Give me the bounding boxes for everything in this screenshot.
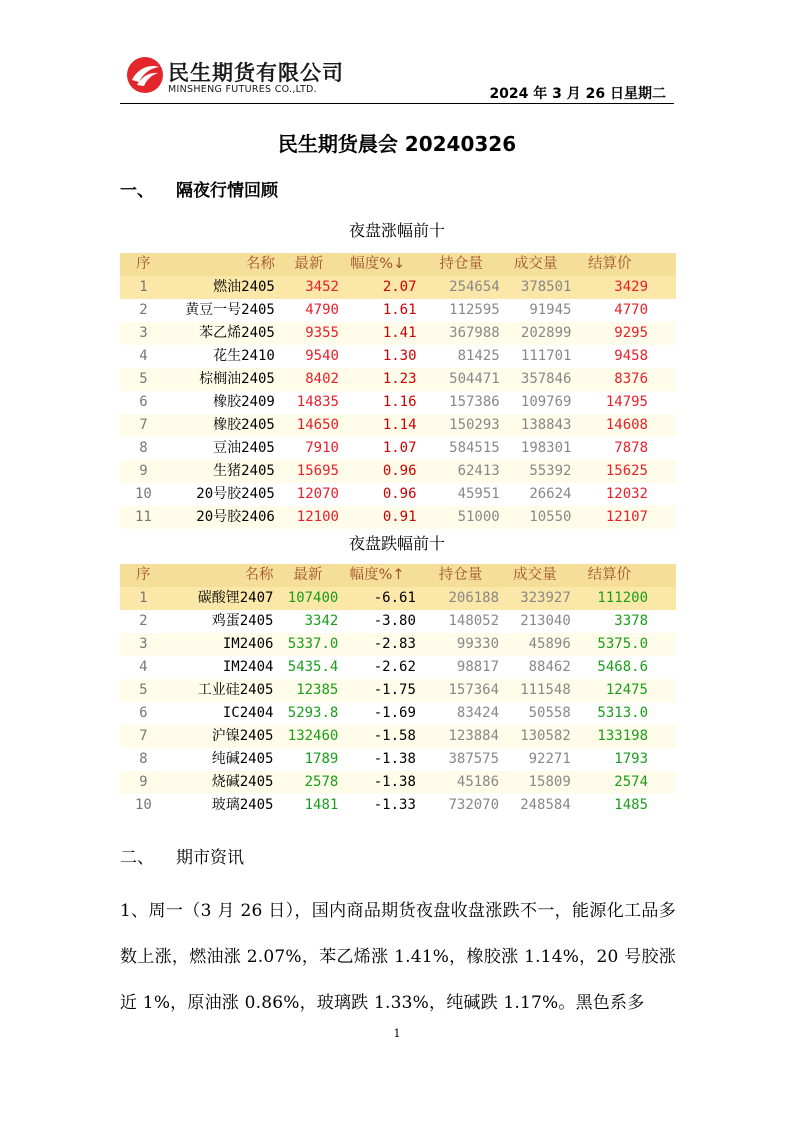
table-header-row bbox=[120, 564, 676, 587]
table-row bbox=[120, 299, 676, 322]
table-row bbox=[120, 483, 676, 506]
table-row bbox=[120, 506, 676, 529]
row-settle-price: 5468.6 bbox=[571, 656, 676, 679]
row-change-pct: 1.61 bbox=[339, 299, 423, 322]
row-last-price: 12070 bbox=[279, 483, 339, 506]
col-header-pct: 幅度%↑ bbox=[338, 564, 422, 587]
row-settle-price: 7878 bbox=[571, 437, 676, 460]
row-contract-name: IM2406 bbox=[167, 633, 278, 656]
table-row bbox=[120, 633, 676, 656]
row-contract-name: 苯乙烯2405 bbox=[167, 322, 279, 345]
row-volume: 111548 bbox=[499, 679, 571, 702]
row-contract-name: 20号胶2405 bbox=[167, 483, 279, 506]
news-paragraph: 1、周一（3 月 26 日），国内商品期货夜盘收盘涨跌不一，能源化工品多数上涨，燃油涨 2.07%，苯乙烯涨 1.41%，橡胶涨 1.14%，20 号胶涨近 1%，原油涨 0.86%，玻璃跌 1.33%，纯碱跌 1.17%。黑色系多 bbox=[120, 901, 676, 1013]
row-change-pct: 2.07 bbox=[339, 276, 423, 299]
col-header-oi: 持仓量 bbox=[422, 564, 499, 587]
table-row bbox=[120, 414, 676, 437]
row-open-interest: 81425 bbox=[423, 345, 500, 368]
row-contract-name: 生猪2405 bbox=[167, 460, 279, 483]
row-last-price: 1789 bbox=[277, 748, 338, 771]
row-settle-price: 9295 bbox=[571, 322, 676, 345]
row-open-interest: 584515 bbox=[423, 437, 500, 460]
row-index: 6 bbox=[120, 702, 167, 725]
row-index: 7 bbox=[120, 725, 167, 748]
row-change-pct: -2.62 bbox=[338, 656, 422, 679]
row-contract-name: 花生2410 bbox=[167, 345, 279, 368]
table-row bbox=[120, 276, 676, 299]
row-change-pct: 1.23 bbox=[339, 368, 423, 391]
section-heading-review bbox=[120, 176, 278, 201]
section-label: 隔夜行情回顾 bbox=[176, 181, 278, 201]
row-volume: 45896 bbox=[499, 633, 571, 656]
row-volume: 109769 bbox=[500, 391, 572, 414]
section-heading-news bbox=[120, 843, 244, 868]
table-row bbox=[120, 748, 676, 771]
row-index: 10 bbox=[120, 794, 167, 817]
row-last-price: 12100 bbox=[279, 506, 339, 529]
row-settle-price: 2574 bbox=[571, 771, 676, 794]
page-title: 民生期货晨会 20240326 bbox=[277, 132, 517, 156]
row-change-pct: 1.14 bbox=[339, 414, 423, 437]
row-settle-price: 4770 bbox=[571, 299, 676, 322]
row-last-price: 12385 bbox=[277, 679, 338, 702]
row-volume: 198301 bbox=[500, 437, 572, 460]
row-last-price: 132460 bbox=[277, 725, 338, 748]
row-volume: 323927 bbox=[499, 587, 571, 610]
row-volume: 111701 bbox=[500, 345, 572, 368]
col-header-name: 名称 bbox=[167, 253, 279, 276]
row-settle-price: 14795 bbox=[571, 391, 676, 414]
col-header-last: 最新 bbox=[279, 253, 339, 276]
row-settle-price: 133198 bbox=[571, 725, 676, 748]
row-last-price: 5435.4 bbox=[277, 656, 338, 679]
row-contract-name: 沪镍2405 bbox=[167, 725, 278, 748]
row-contract-name: 燃油2405 bbox=[167, 276, 279, 299]
page-number: 1 bbox=[393, 1027, 401, 1040]
company-logo-icon bbox=[126, 56, 164, 94]
row-contract-name: 纯碱2405 bbox=[167, 748, 278, 771]
row-change-pct: 0.96 bbox=[339, 483, 423, 506]
col-header-last: 最新 bbox=[277, 564, 338, 587]
row-open-interest: 387575 bbox=[422, 748, 499, 771]
losers-table-title: 夜盘跌幅前十 bbox=[348, 534, 445, 553]
row-last-price: 7910 bbox=[279, 437, 339, 460]
col-header-vol: 成交量 bbox=[500, 253, 572, 276]
row-volume: 55392 bbox=[500, 460, 572, 483]
table-row bbox=[120, 368, 676, 391]
row-index: 3 bbox=[120, 633, 167, 656]
header-date: 2024 年 3 月 26 日星期二 bbox=[489, 86, 666, 102]
row-index: 5 bbox=[120, 679, 167, 702]
row-change-pct: -1.69 bbox=[338, 702, 422, 725]
row-contract-name: 橡胶2409 bbox=[167, 391, 279, 414]
row-contract-name: IM2404 bbox=[167, 656, 278, 679]
row-volume: 202899 bbox=[500, 322, 572, 345]
row-change-pct: 1.07 bbox=[339, 437, 423, 460]
row-open-interest: 157364 bbox=[422, 679, 499, 702]
row-volume: 130582 bbox=[499, 725, 571, 748]
row-volume: 15809 bbox=[499, 771, 571, 794]
row-volume: 138843 bbox=[500, 414, 572, 437]
row-index: 1 bbox=[120, 587, 167, 610]
company-name-en: MINSHENG FUTURES CO.,LTD. bbox=[168, 84, 317, 95]
row-contract-name: 棕榈油2405 bbox=[167, 368, 279, 391]
row-settle-price: 5313.0 bbox=[571, 702, 676, 725]
section-label: 期市资讯 bbox=[176, 848, 244, 868]
table-row bbox=[120, 656, 676, 679]
row-last-price: 15695 bbox=[279, 460, 339, 483]
row-change-pct: 1.30 bbox=[339, 345, 423, 368]
row-contract-name: 橡胶2405 bbox=[167, 414, 279, 437]
row-open-interest: 45186 bbox=[422, 771, 499, 794]
row-index: 4 bbox=[120, 345, 167, 368]
row-settle-price: 12107 bbox=[571, 506, 676, 529]
row-open-interest: 62413 bbox=[423, 460, 500, 483]
row-open-interest: 206188 bbox=[422, 587, 499, 610]
row-contract-name: 玻璃2405 bbox=[167, 794, 278, 817]
row-open-interest: 83424 bbox=[422, 702, 499, 725]
row-change-pct: -3.80 bbox=[338, 610, 422, 633]
row-contract-name: IC2404 bbox=[167, 702, 278, 725]
row-settle-price: 8376 bbox=[571, 368, 676, 391]
col-header-settle: 结算价 bbox=[571, 253, 676, 276]
row-index: 9 bbox=[120, 771, 167, 794]
row-index: 2 bbox=[120, 299, 167, 322]
table-row bbox=[120, 345, 676, 368]
header-divider bbox=[120, 103, 674, 104]
row-open-interest: 51000 bbox=[423, 506, 500, 529]
row-change-pct: -1.75 bbox=[338, 679, 422, 702]
row-last-price: 3342 bbox=[277, 610, 338, 633]
row-settle-price: 1485 bbox=[571, 794, 676, 817]
row-index: 7 bbox=[120, 414, 167, 437]
row-last-price: 4790 bbox=[279, 299, 339, 322]
col-header-oi: 持仓量 bbox=[423, 253, 500, 276]
row-last-price: 9355 bbox=[279, 322, 339, 345]
row-settle-price: 111200 bbox=[571, 587, 676, 610]
row-last-price: 14650 bbox=[279, 414, 339, 437]
row-change-pct: -6.61 bbox=[338, 587, 422, 610]
row-change-pct: -2.83 bbox=[338, 633, 422, 656]
table-row bbox=[120, 794, 676, 817]
row-last-price: 9540 bbox=[279, 345, 339, 368]
row-volume: 88462 bbox=[499, 656, 571, 679]
losers-table bbox=[120, 564, 676, 817]
row-contract-name: 工业硅2405 bbox=[167, 679, 278, 702]
row-open-interest: 148052 bbox=[422, 610, 499, 633]
row-change-pct: -1.58 bbox=[338, 725, 422, 748]
col-header-idx: 序 bbox=[120, 253, 167, 276]
company-logo bbox=[126, 56, 366, 100]
row-volume: 213040 bbox=[499, 610, 571, 633]
table-header-row bbox=[120, 253, 676, 276]
row-index: 4 bbox=[120, 656, 167, 679]
row-volume: 91945 bbox=[500, 299, 572, 322]
row-index: 11 bbox=[120, 506, 167, 529]
row-index: 8 bbox=[120, 748, 167, 771]
row-settle-price: 14608 bbox=[571, 414, 676, 437]
row-settle-price: 3429 bbox=[571, 276, 676, 299]
section-number: 二、 bbox=[120, 848, 154, 868]
row-index: 6 bbox=[120, 391, 167, 414]
row-contract-name: 20号胶2406 bbox=[167, 506, 279, 529]
row-volume: 357846 bbox=[500, 368, 572, 391]
table-row bbox=[120, 391, 676, 414]
row-last-price: 1481 bbox=[277, 794, 338, 817]
row-open-interest: 98817 bbox=[422, 656, 499, 679]
row-open-interest: 254654 bbox=[423, 276, 500, 299]
row-last-price: 3452 bbox=[279, 276, 339, 299]
row-open-interest: 157386 bbox=[423, 391, 500, 414]
row-last-price: 107400 bbox=[277, 587, 338, 610]
row-change-pct: 1.41 bbox=[339, 322, 423, 345]
row-index: 3 bbox=[120, 322, 167, 345]
gainers-table bbox=[120, 253, 676, 529]
row-volume: 92271 bbox=[499, 748, 571, 771]
row-volume: 26624 bbox=[500, 483, 572, 506]
table-row bbox=[120, 702, 676, 725]
company-name-cn: 民生期货有限公司 bbox=[168, 61, 344, 85]
row-volume: 10550 bbox=[500, 506, 572, 529]
row-settle-price: 15625 bbox=[571, 460, 676, 483]
col-header-settle: 结算价 bbox=[571, 564, 676, 587]
row-change-pct: -1.38 bbox=[338, 748, 422, 771]
row-settle-price: 5375.0 bbox=[571, 633, 676, 656]
row-settle-price: 9458 bbox=[571, 345, 676, 368]
row-open-interest: 99330 bbox=[422, 633, 499, 656]
row-change-pct: -1.33 bbox=[338, 794, 422, 817]
table-row bbox=[120, 725, 676, 748]
row-last-price: 5337.0 bbox=[277, 633, 338, 656]
row-index: 8 bbox=[120, 437, 167, 460]
row-settle-price: 3378 bbox=[571, 610, 676, 633]
section-number: 一、 bbox=[120, 181, 154, 201]
row-last-price: 2578 bbox=[277, 771, 338, 794]
row-open-interest: 504471 bbox=[423, 368, 500, 391]
row-index: 1 bbox=[120, 276, 167, 299]
row-open-interest: 732070 bbox=[422, 794, 499, 817]
col-header-vol: 成交量 bbox=[499, 564, 571, 587]
gainers-table-title: 夜盘涨幅前十 bbox=[348, 221, 445, 240]
table-row bbox=[120, 679, 676, 702]
table-row bbox=[120, 437, 676, 460]
row-open-interest: 45951 bbox=[423, 483, 500, 506]
row-open-interest: 112595 bbox=[423, 299, 500, 322]
row-last-price: 14835 bbox=[279, 391, 339, 414]
row-contract-name: 黄豆一号2405 bbox=[167, 299, 279, 322]
table-row bbox=[120, 460, 676, 483]
row-contract-name: 豆油2405 bbox=[167, 437, 279, 460]
row-last-price: 8402 bbox=[279, 368, 339, 391]
row-settle-price: 1793 bbox=[571, 748, 676, 771]
losers-table-container bbox=[120, 564, 676, 826]
table-row bbox=[120, 322, 676, 345]
table-row bbox=[120, 771, 676, 794]
row-contract-name: 烧碱2405 bbox=[167, 771, 278, 794]
row-volume: 378501 bbox=[500, 276, 572, 299]
row-index: 10 bbox=[120, 483, 167, 506]
table-row bbox=[120, 587, 676, 610]
gainers-table-container bbox=[120, 253, 676, 525]
row-contract-name: 碳酸锂2407 bbox=[167, 587, 278, 610]
row-change-pct: -1.38 bbox=[338, 771, 422, 794]
row-settle-price: 12475 bbox=[571, 679, 676, 702]
row-contract-name: 鸡蛋2405 bbox=[167, 610, 278, 633]
row-settle-price: 12032 bbox=[571, 483, 676, 506]
row-index: 9 bbox=[120, 460, 167, 483]
col-header-pct: 幅度%↓ bbox=[339, 253, 423, 276]
row-volume: 248584 bbox=[499, 794, 571, 817]
row-open-interest: 150293 bbox=[423, 414, 500, 437]
row-index: 5 bbox=[120, 368, 167, 391]
row-last-price: 5293.8 bbox=[277, 702, 338, 725]
row-volume: 50558 bbox=[499, 702, 571, 725]
row-index: 2 bbox=[120, 610, 167, 633]
table-row bbox=[120, 610, 676, 633]
row-change-pct: 0.96 bbox=[339, 460, 423, 483]
col-header-idx: 序 bbox=[120, 564, 167, 587]
row-open-interest: 123884 bbox=[422, 725, 499, 748]
col-header-name: 名称 bbox=[167, 564, 278, 587]
row-open-interest: 367988 bbox=[423, 322, 500, 345]
row-change-pct: 0.91 bbox=[339, 506, 423, 529]
row-change-pct: 1.16 bbox=[339, 391, 423, 414]
